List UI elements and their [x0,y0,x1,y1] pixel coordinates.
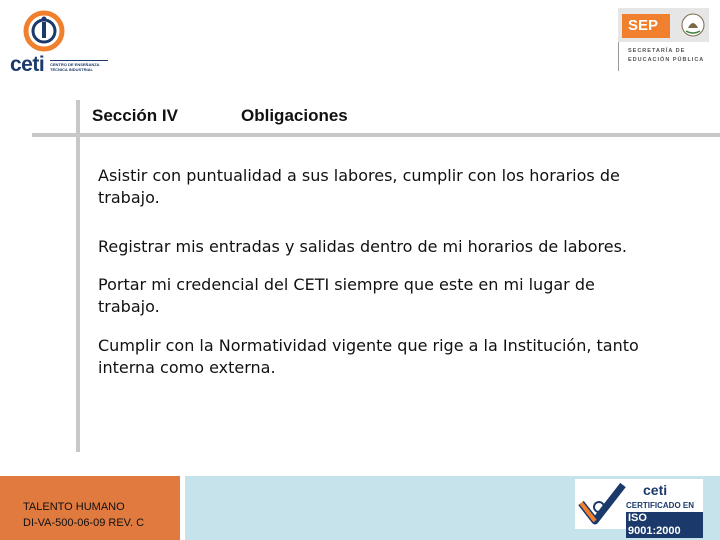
sep-badge: SEP [622,14,670,38]
sep-subtitle-line1: SECRETARÍA DE [628,48,686,54]
sep-subtitle-line2: EDUCACIÓN PÚBLICA [628,57,705,63]
vertical-divider [76,100,80,452]
sep-divider [618,42,619,71]
ceti-logo [8,8,108,76]
obligation-paragraph-3: Portar mi credencial del CETI siempre que este en mi lugar de trabajo. [98,275,595,316]
checkmark-icon [577,481,627,527]
iso-certification-logo [575,479,703,537]
obligation-paragraph-4: Cumplir con la Normatividad vigente que rige a la Institución, tanto interna como externa. [98,336,639,377]
sep-subtitle [628,47,704,65]
iso-brand: ceti [643,482,668,498]
sep-logo [618,8,709,71]
ceti-emblem-icon [23,10,65,52]
section-label: Sección IV [92,106,178,125]
ceti-tagline: CENTRO DE ENSEÑANZA TÉCNICA INDUSTRIAL [50,60,108,72]
obligation-paragraph-1: Asistir con puntualidad a sus labores, cumplir con los horarios de trabajo. [98,166,620,207]
ceti-wordmark: ceti [10,53,45,76]
page-title: Obligaciones [241,106,348,125]
horizontal-divider [32,133,720,137]
footer-department: TALENTO HUMANO [23,501,125,513]
mexico-seal-icon [680,12,706,38]
footer-document-code: DI-VA-500-06-09 REV. C [23,517,145,529]
iso-standard: ISO 9001:2000 [626,512,703,538]
obligation-paragraph-2: Registrar mis entradas y salidas dentro de mi horarios de labores. [98,237,627,256]
iso-certified-label: CERTIFICADO EN [626,501,694,510]
